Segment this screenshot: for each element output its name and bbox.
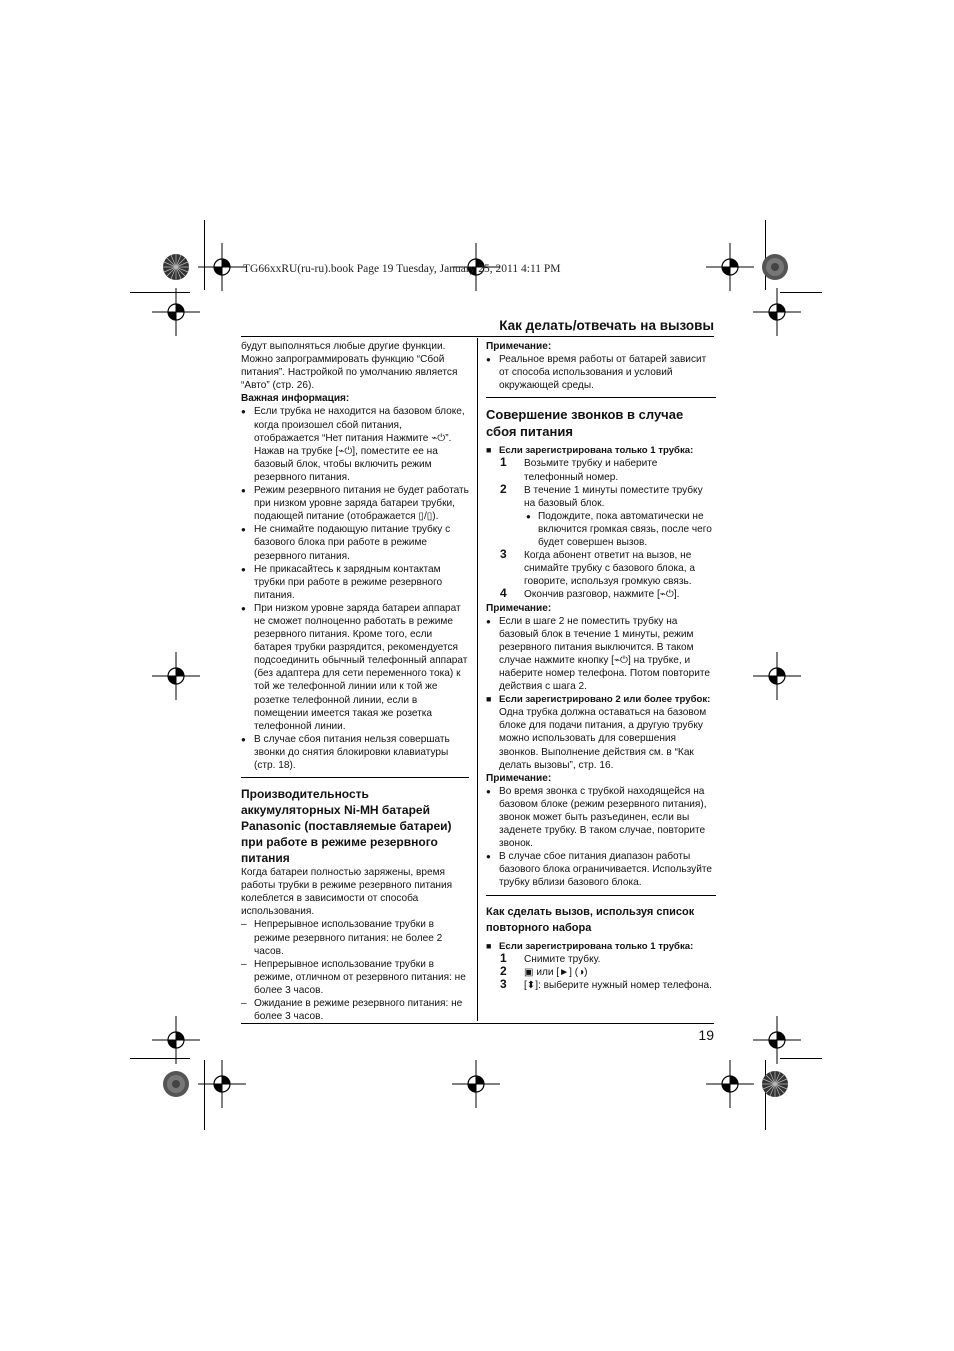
- two-handsets-label: ■ Если зарегистрировано 2 или более трубок:: [486, 693, 716, 706]
- list-item: ● Не снимайте подающую питание трубку с базового блока при работе в режиме резервного питания.: [241, 523, 469, 562]
- redial-title: Как сделать вызов, используя список повторного набора: [486, 905, 695, 934]
- step-text: [⬍]: выберите нужный номер телефона.: [524, 979, 712, 991]
- step-number: 1: [500, 455, 507, 470]
- step: [486, 950, 716, 966]
- list-item: ● Подождите, пока автоматически не включится громкая связь, после чего будет совершен вызов.: [486, 510, 716, 549]
- step-text: В течение 1 минуты поместите трубку на базовый блок.: [524, 484, 703, 509]
- step: [486, 976, 716, 992]
- list-item: ● Реальное время работы от батарей зависит от способа использования и условий окружающей среды.: [486, 353, 716, 392]
- step-text: Возьмите трубку и наберите телефонный номер.: [524, 458, 658, 483]
- list-item: ● В случае сбоя питания нельзя совершать звонки до снятия блокировки клавиатуры (стр. 18).: [241, 733, 469, 772]
- section-rule: [241, 777, 469, 778]
- note-label: Примечание:: [486, 341, 552, 352]
- column-divider: [477, 338, 478, 1021]
- list-item: – Непрерывное использование трубки в режиме, отличном от резервного питания: не более 3 часов.: [241, 958, 469, 997]
- step-number: 1: [500, 950, 507, 965]
- battery-section-text: Когда батареи полностью заряжены, время работы трубки в режиме резервного питания колеблется в зависимости от способа использования.: [241, 867, 453, 918]
- step: [486, 963, 716, 979]
- step-number: 4: [500, 586, 507, 601]
- intro-text: будут выполняться любые другие функции. Можно запрограммировать функцию “Сбой питания”. Настройкой по умолчанию является “Авто” (стр. 26).: [241, 341, 458, 392]
- list-item: ● В случае сбое питания диапазон работы базового блока ограничивается. Используйте трубку вблизи базового блока.: [486, 850, 716, 889]
- section-rule: [486, 895, 716, 896]
- step-text: Когда абонент ответит на вызов, не снимайте трубку с базового блока, а говорите, используя громкую связь.: [524, 550, 696, 588]
- right-column: [486, 340, 716, 992]
- battery-section-title: Производительность аккумуляторных Ni-MH батарей Panasonic (поставляемые батареи) при работе в режиме резервного питания: [241, 787, 452, 866]
- section-rule: [486, 397, 716, 398]
- list-item: ● Если в шаге 2 не поместить трубку на базовый блок в течение 1 минуты, режим резервного питания выключится. В таком случае нажмите кнопку [⌁⏻] на трубке, и наберите номер телефона. Потом повторите действия с шага 2.: [486, 615, 716, 694]
- left-column: [241, 340, 469, 1023]
- one-handset-label: ■ Если зарегистрирована только 1 трубка:: [486, 444, 716, 457]
- step: [486, 457, 716, 483]
- list-item: – Ожидание в режиме резервного питания: не более 3 часов.: [241, 997, 469, 1023]
- step-number: 2: [500, 481, 507, 496]
- list-item: ● Во время звонка с трубкой находящейся на базовом блоке (режим резервного питания), звонок может быть разъединен, если вы заденете трубку. В таком случае, повторите звонок.: [486, 785, 716, 850]
- list-item: ● Режим резервного питания не будет работать при низком уровне заряда батареи трубки, подающей питание (отображается ▯/▯).: [241, 484, 469, 523]
- step-number: 3: [500, 976, 507, 991]
- step-text: Снимите трубку.: [524, 953, 601, 965]
- list-item: – Непрерывное использование трубки в режиме резервного питания: не более 2 часов.: [241, 918, 469, 957]
- step-number: 3: [500, 547, 507, 562]
- list-item: ● Если трубка не находится на базовом блоке, когда произошел сбой питания, отображается “Нет питания Нажмите ⌁⏻”. Нажав на трубке [⌁⏻], поместите ее на базовый блок, чтобы включить режим резервного питания.: [241, 405, 469, 484]
- step-number: 2: [500, 963, 507, 978]
- step: [486, 588, 716, 601]
- step: [486, 481, 716, 510]
- list-item: ● Не прикасайтесь к зарядным контактам трубки при работе в режиме резервного питания.: [241, 563, 469, 602]
- file-header: TG66xxRU(ru-ru).book Page 19 Tuesday, January 25, 2011 4:11 PM: [243, 263, 561, 275]
- note-label: Примечание:: [486, 772, 552, 784]
- page-title: Как делать/отвечать на вызовы: [499, 318, 714, 333]
- step-text: Окончив разговор, нажмите [⌁⏻].: [524, 589, 680, 601]
- list-item: ● При низком уровне заряда батареи аппарат не сможет полноценно работать в режиме резервного питания. Кроме того, если батарея трубки разрядится, рекомендуется подсоединить обычный телефонный аппарат (без адаптера для сети переменного тока) к той же телефонной линии или к той же розетке телефонной линии, если в помещении имеется такая же розетка телефонной линии.: [241, 602, 469, 733]
- important-label: Важная информация:: [241, 393, 350, 405]
- step: [486, 549, 716, 588]
- one-handset-label: ■ Если зарегистрирована только 1 трубка:: [486, 940, 716, 953]
- bottom-rule: [241, 1023, 714, 1024]
- power-failure-title: Совершение звонков в случае сбоя питания: [486, 407, 684, 440]
- page-number: 19: [698, 1027, 714, 1043]
- note-label: Примечание:: [486, 602, 552, 614]
- two-handsets-text: Одна трубка должна оставаться на базовом блоке для подачи питания, а другую трубку можно использовать для совершения звонков. Выполнение действия см. в “Как делать вызовы”, стр. 16.: [499, 707, 707, 771]
- top-rule: [241, 336, 714, 337]
- step-text: ▣ или [►] (◑): [524, 966, 588, 978]
